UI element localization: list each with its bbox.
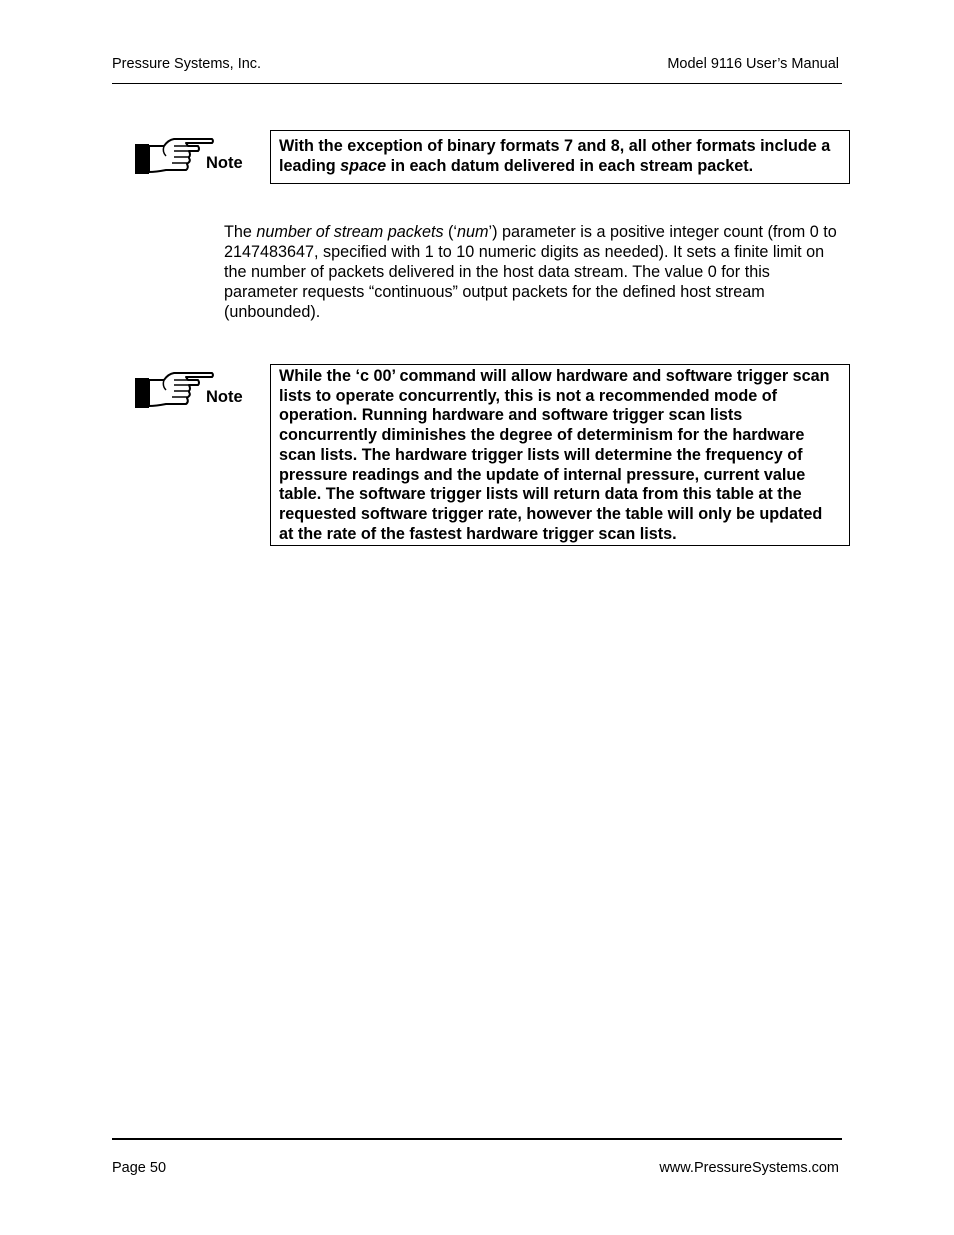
- note-text: in each datum delivered in each stream packet.: [386, 156, 754, 175]
- body-paragraph: [224, 222, 844, 322]
- footer-divider: [112, 1138, 842, 1140]
- pointing-hand-icon: [134, 136, 214, 176]
- header-company: Pressure Systems, Inc.: [112, 56, 262, 72]
- note-box: [270, 364, 850, 546]
- paragraph-text: (‘: [443, 223, 458, 241]
- note-text: While the ‘c 00’ command will allow hardware and software trigger scan lists to operate concurrently, this is not a recommended mode of operation. Running hardware and software trigger scan lists concurrently diminishes the degree of determinism for the hardware scan lists. The hardware trigger lists will determine the frequency of pressure readings and the update of internal pressure, current value table. The software trigger lists will return data from this table at the requested software trigger rate, however the table will only be updated at the rate of the fastest hardware trigger scan lists.: [279, 367, 830, 543]
- header-manual-title: Model 9116 User’s Manual: [667, 56, 839, 72]
- paragraph-text: The: [224, 223, 257, 241]
- footer-website: www.PressureSystems.com: [659, 1160, 839, 1176]
- paragraph-emphasis: num: [457, 223, 489, 241]
- note-box: [270, 130, 850, 184]
- note-text: With the exception of binary formats 7 and 8, all other formats include a leading: [279, 137, 831, 175]
- paragraph-text: ’) parameter is a positive integer count (from 0 to 2147483647, specified with 1 to 10 numeric digits as needed). It sets a finite limit on the number of packets delivered in the host data stream. The value 0 for this parameter requests “continuous” output packets for the defined host stream (unbounded).: [224, 223, 837, 322]
- header-divider: [112, 83, 842, 84]
- pointing-hand-icon: [134, 370, 214, 410]
- footer-page-number: Page 50: [112, 1160, 167, 1176]
- note-emphasis: space: [340, 156, 387, 175]
- note-label: Note: [206, 154, 243, 172]
- paragraph-emphasis: number of stream packets: [256, 223, 444, 241]
- note-label: Note: [206, 388, 243, 406]
